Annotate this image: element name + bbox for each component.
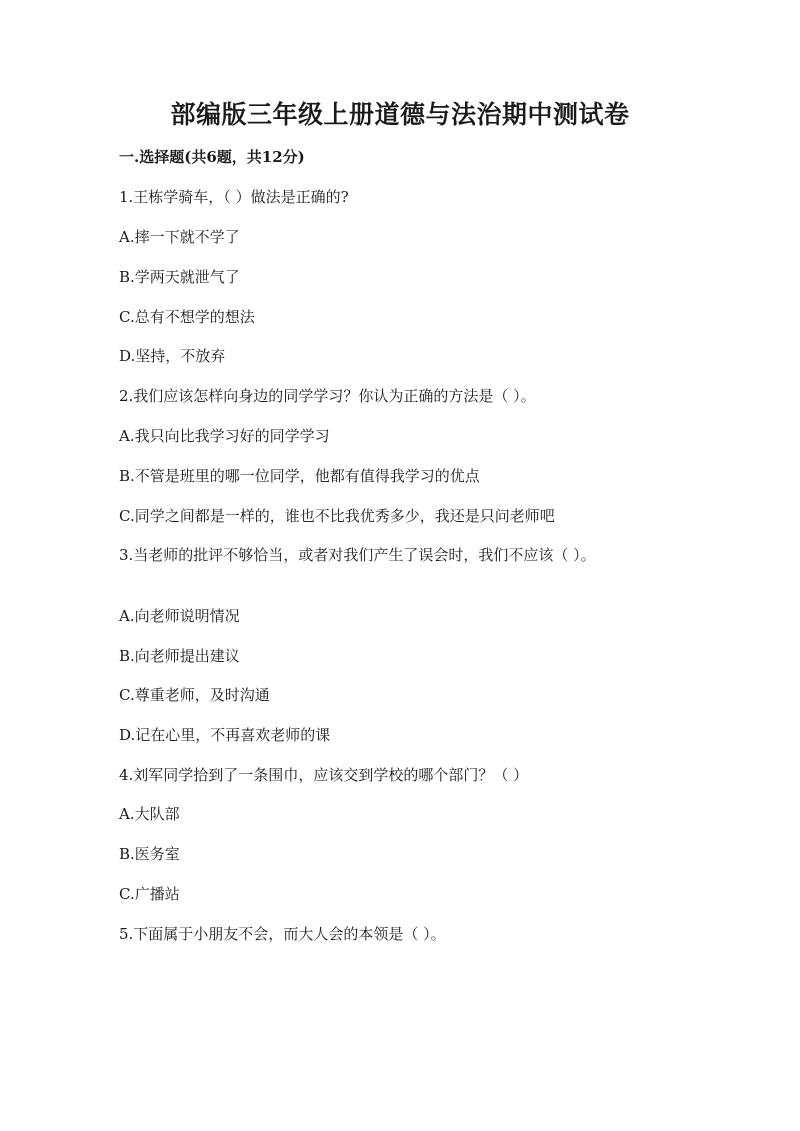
question-1-option-d: D.坚持，不放弃 — [119, 347, 226, 365]
question-1-option-b: B.学两天就泄气了 — [119, 268, 240, 286]
document-title: 部编版三年级上册道德与法治期中测试卷 — [170, 100, 630, 129]
question-3-option-b: B.向老师提出建议 — [119, 647, 240, 665]
question-4-text: 4.刘军同学拾到了一条围巾，应该交到学校的哪个部门？（ ） — [119, 766, 529, 784]
question-2-option-c: C.同学之间都是一样的，谁也不比我优秀多少，我还是只问老师吧 — [119, 507, 555, 525]
question-5-text: 5.下面属于小朋友不会，而大人会的本领是（ ）。 — [119, 925, 446, 943]
question-4-option-b: B.医务室 — [119, 845, 180, 863]
section-heading: 一.选择题(共6题，共12分) — [119, 148, 305, 166]
question-1-option-c: C.总有不想学的想法 — [119, 308, 255, 326]
question-2-text: 2.我们应该怎样向身边的同学学习？你认为正确的方法是（ ）。 — [119, 387, 536, 405]
question-4-option-c: C.广播站 — [119, 885, 180, 903]
question-1-text: 1.王栋学骑车，（ ）做法是正确的? — [119, 188, 349, 206]
question-3-option-a: A.向老师说明情况 — [119, 607, 240, 625]
question-2-option-a: A.我只向比我学习好的同学学习 — [119, 427, 330, 445]
question-3-option-d: D.记在心里，不再喜欢老师的课 — [119, 726, 331, 744]
question-1-option-a: A.摔一下就不学了 — [119, 228, 240, 246]
question-4-option-a: A.大队部 — [119, 805, 180, 823]
question-3-option-c: C.尊重老师，及时沟通 — [119, 686, 270, 704]
question-2-option-b: B.不管是班里的哪一位同学，他都有值得我学习的优点 — [119, 467, 480, 485]
question-3-text: 3.当老师的批评不够恰当，或者对我们产生了误会时，我们不应该（ ）。 — [119, 546, 596, 564]
